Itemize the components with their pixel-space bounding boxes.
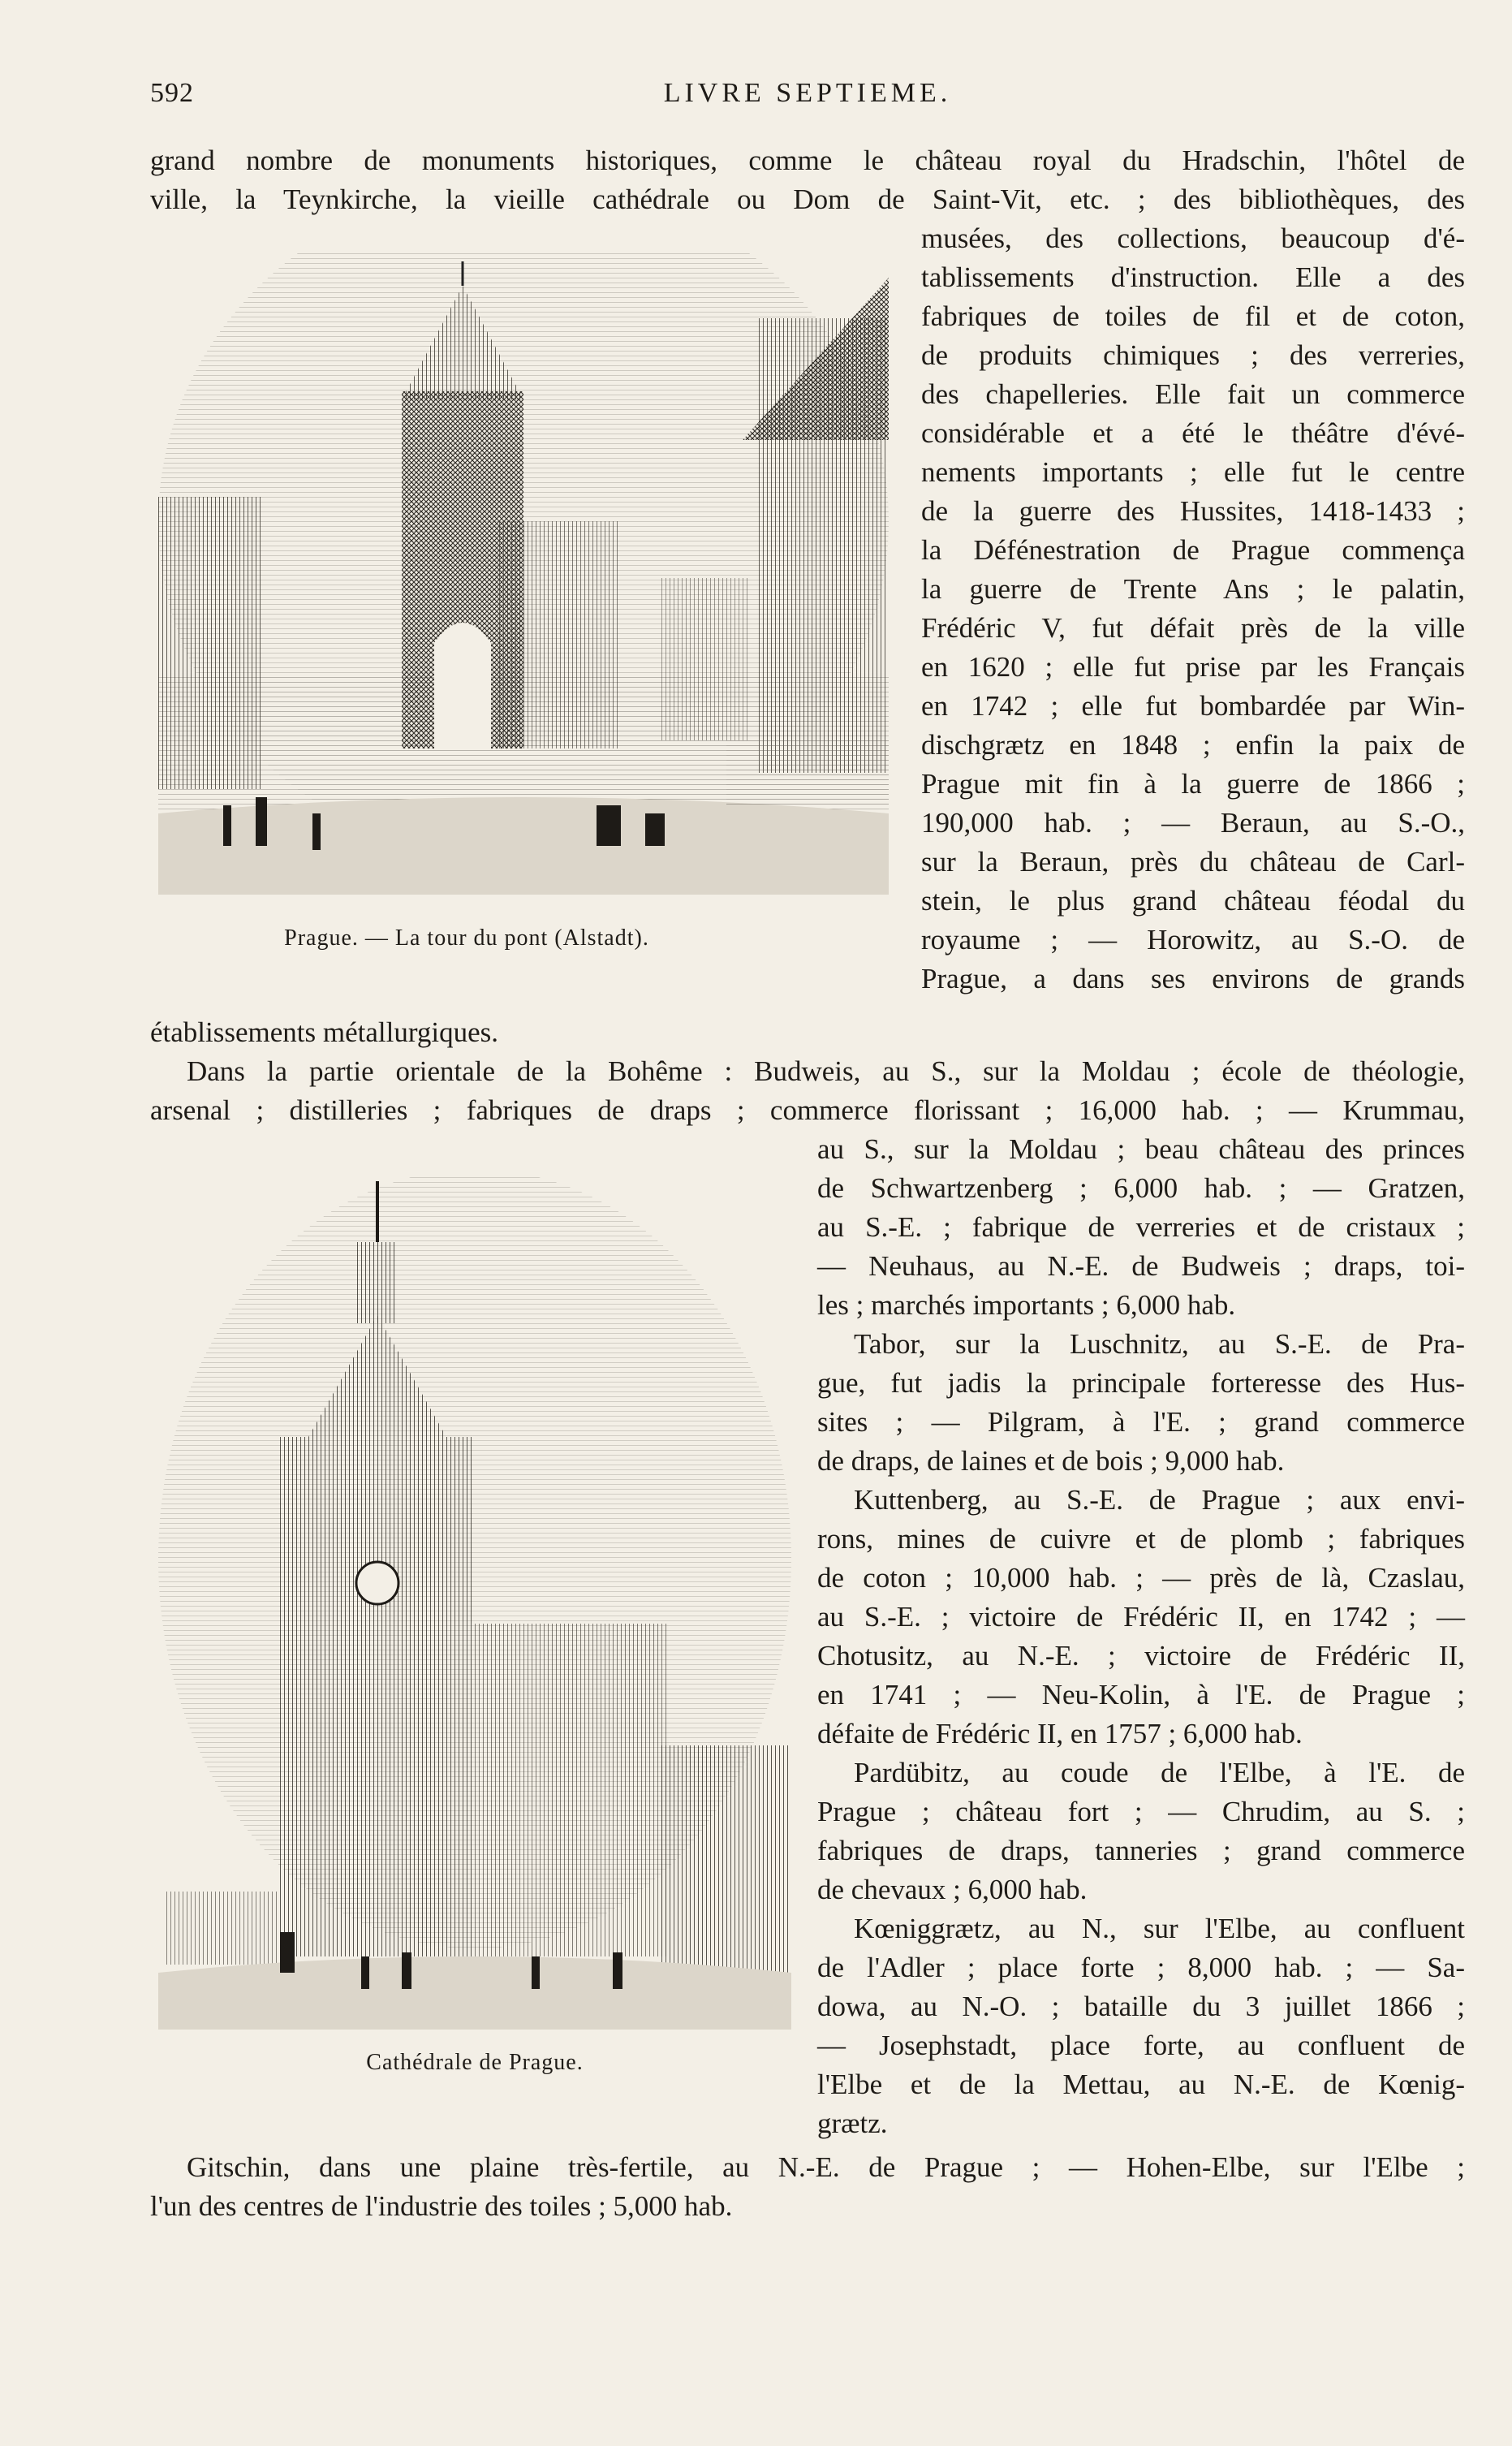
text-line: gue, fut jadis la principale forteresse des Hus- [817, 1367, 1465, 1399]
text-line: rons, mines de cuivre et de plomb ; fabriques [817, 1523, 1465, 1555]
text-line: grand nombre de monuments historiques, comme le château royal du Hradschin, l'hôtel de [150, 145, 1465, 176]
text-line: au S.-E. ; victoire de Frédéric II, en 1742 ; — [817, 1601, 1465, 1633]
text-line: — Josephstadt, place forte, au confluent de [817, 2030, 1465, 2061]
text-line: fabriques de toiles de fil et de coton, [921, 300, 1465, 332]
text-line: grætz. [817, 2107, 888, 2139]
page-number: 592 [150, 78, 194, 108]
text-line: sur la Beraun, près du château de Carl- [921, 846, 1465, 878]
cathedral-engraving [158, 1177, 791, 2030]
text-line: Prague ; château fort ; — Chrudim, au S. ; [817, 1796, 1465, 1827]
text-line: royaume ; — Horowitz, au S.-O. de [921, 924, 1465, 956]
text-line: de draps, de laines et de bois ; 9,000 hab. [817, 1445, 1285, 1477]
text-line: dowa, au N.-O. ; bataille du 3 juillet 1866 ; [817, 1991, 1465, 2022]
text-line: de la guerre des Hussites, 1418-1433 ; [921, 495, 1465, 527]
text-line: considérable et a été le théâtre d'évé- [921, 417, 1465, 449]
text-line: les ; marchés importants ; 6,000 hab. [817, 1289, 1236, 1321]
text-line: Kuttenberg, au S.-E. de Prague ; aux envi- [854, 1484, 1465, 1516]
text-line: la guerre de Trente Ans ; le palatin, [921, 573, 1465, 605]
text-line: en 1741 ; — Neu-Kolin, à l'E. de Prague ; [817, 1679, 1465, 1710]
text-line: défaite de Frédéric II, en 1757 ; 6,000 hab. [817, 1718, 1303, 1749]
text-line: de l'Adler ; place forte ; 8,000 hab. ; — Sa- [817, 1952, 1465, 1983]
text-line: Dans la partie orientale de la Bohême : Budweis, au S., sur la Moldau ; école de théologie, [187, 1055, 1465, 1087]
tower-engraving [158, 253, 889, 903]
text-line: Pardübitz, au coude de l'Elbe, à l'E. de [854, 1757, 1465, 1788]
text-line: de coton ; 10,000 hab. ; — près de là, Czaslau, [817, 1562, 1465, 1594]
text-line: tablissements d'instruction. Elle a des [921, 261, 1465, 293]
text-line: sites ; — Pilgram, à l'E. ; grand commerce [817, 1406, 1465, 1438]
text-line: au S.-E. ; fabrique de verreries et de cristaux ; [817, 1211, 1465, 1243]
text-line: Kœniggrætz, au N., sur l'Elbe, au confluent [854, 1913, 1465, 1944]
text-line: en 1742 ; elle fut bombardée par Win- [921, 690, 1465, 722]
running-title: LIVRE SEPTIEME. [663, 78, 952, 108]
text-line: Tabor, sur la Luschnitz, au S.-E. de Pra- [854, 1328, 1465, 1360]
text-line: musées, des collections, beaucoup d'é- [921, 222, 1465, 254]
figure-caption: Prague. — La tour du pont (Alstadt). [284, 925, 649, 951]
text-line: de produits chimiques ; des verreries, [921, 339, 1465, 371]
text-line: Chotusitz, au N.-E. ; victoire de Frédéric II, [817, 1640, 1465, 1672]
figure-caption: Cathédrale de Prague. [366, 2050, 584, 2075]
text-line: Frédéric V, fut défait près de la ville [921, 612, 1465, 644]
text-line: arsenal ; distilleries ; fabriques de draps ; commerce florissant ; 16,000 hab. ; — Krummau, [150, 1094, 1465, 1126]
text-line: nements importants ; elle fut le centre [921, 456, 1465, 488]
text-line: de chevaux ; 6,000 hab. [817, 1874, 1088, 1905]
text-line: la Défénestration de Prague commença [921, 534, 1465, 566]
text-line: Gitschin, dans une plaine très-fertile, au N.-E. de Prague ; — Hohen-Elbe, sur l'Elbe ; [187, 2151, 1465, 2183]
text-line: fabriques de draps, tanneries ; grand commerce [817, 1835, 1465, 1866]
text-line: l'Elbe et de la Mettau, au N.-E. de Kœnig- [817, 2069, 1465, 2100]
text-line: établissements métallurgiques. [150, 1016, 498, 1048]
text-line: ville, la Teynkirche, la vieille cathédrale ou Dom de Saint-Vit, etc. ; des bibliothèques, des [150, 183, 1465, 215]
text-line: au S., sur la Moldau ; beau château des princes [817, 1133, 1465, 1165]
text-line: des chapelleries. Elle fait un commerce [921, 378, 1465, 410]
text-line: de Schwartzenberg ; 6,000 hab. ; — Gratzen, [817, 1172, 1465, 1204]
text-line: — Neuhaus, au N.-E. de Budweis ; draps, toi- [817, 1250, 1465, 1282]
text-line: Prague, a dans ses environs de grands [921, 963, 1465, 994]
text-line: dischgrætz en 1848 ; enfin la paix de [921, 729, 1465, 761]
text-line: stein, le plus grand château féodal du [921, 885, 1465, 917]
text-line: 190,000 hab. ; — Beraun, au S.-O., [921, 807, 1465, 839]
text-line: l'un des centres de l'industrie des toiles ; 5,000 hab. [150, 2190, 733, 2222]
text-line: Prague mit fin à la guerre de 1866 ; [921, 768, 1465, 800]
text-line: en 1620 ; elle fut prise par les Français [921, 651, 1465, 683]
page-header [150, 78, 1465, 119]
